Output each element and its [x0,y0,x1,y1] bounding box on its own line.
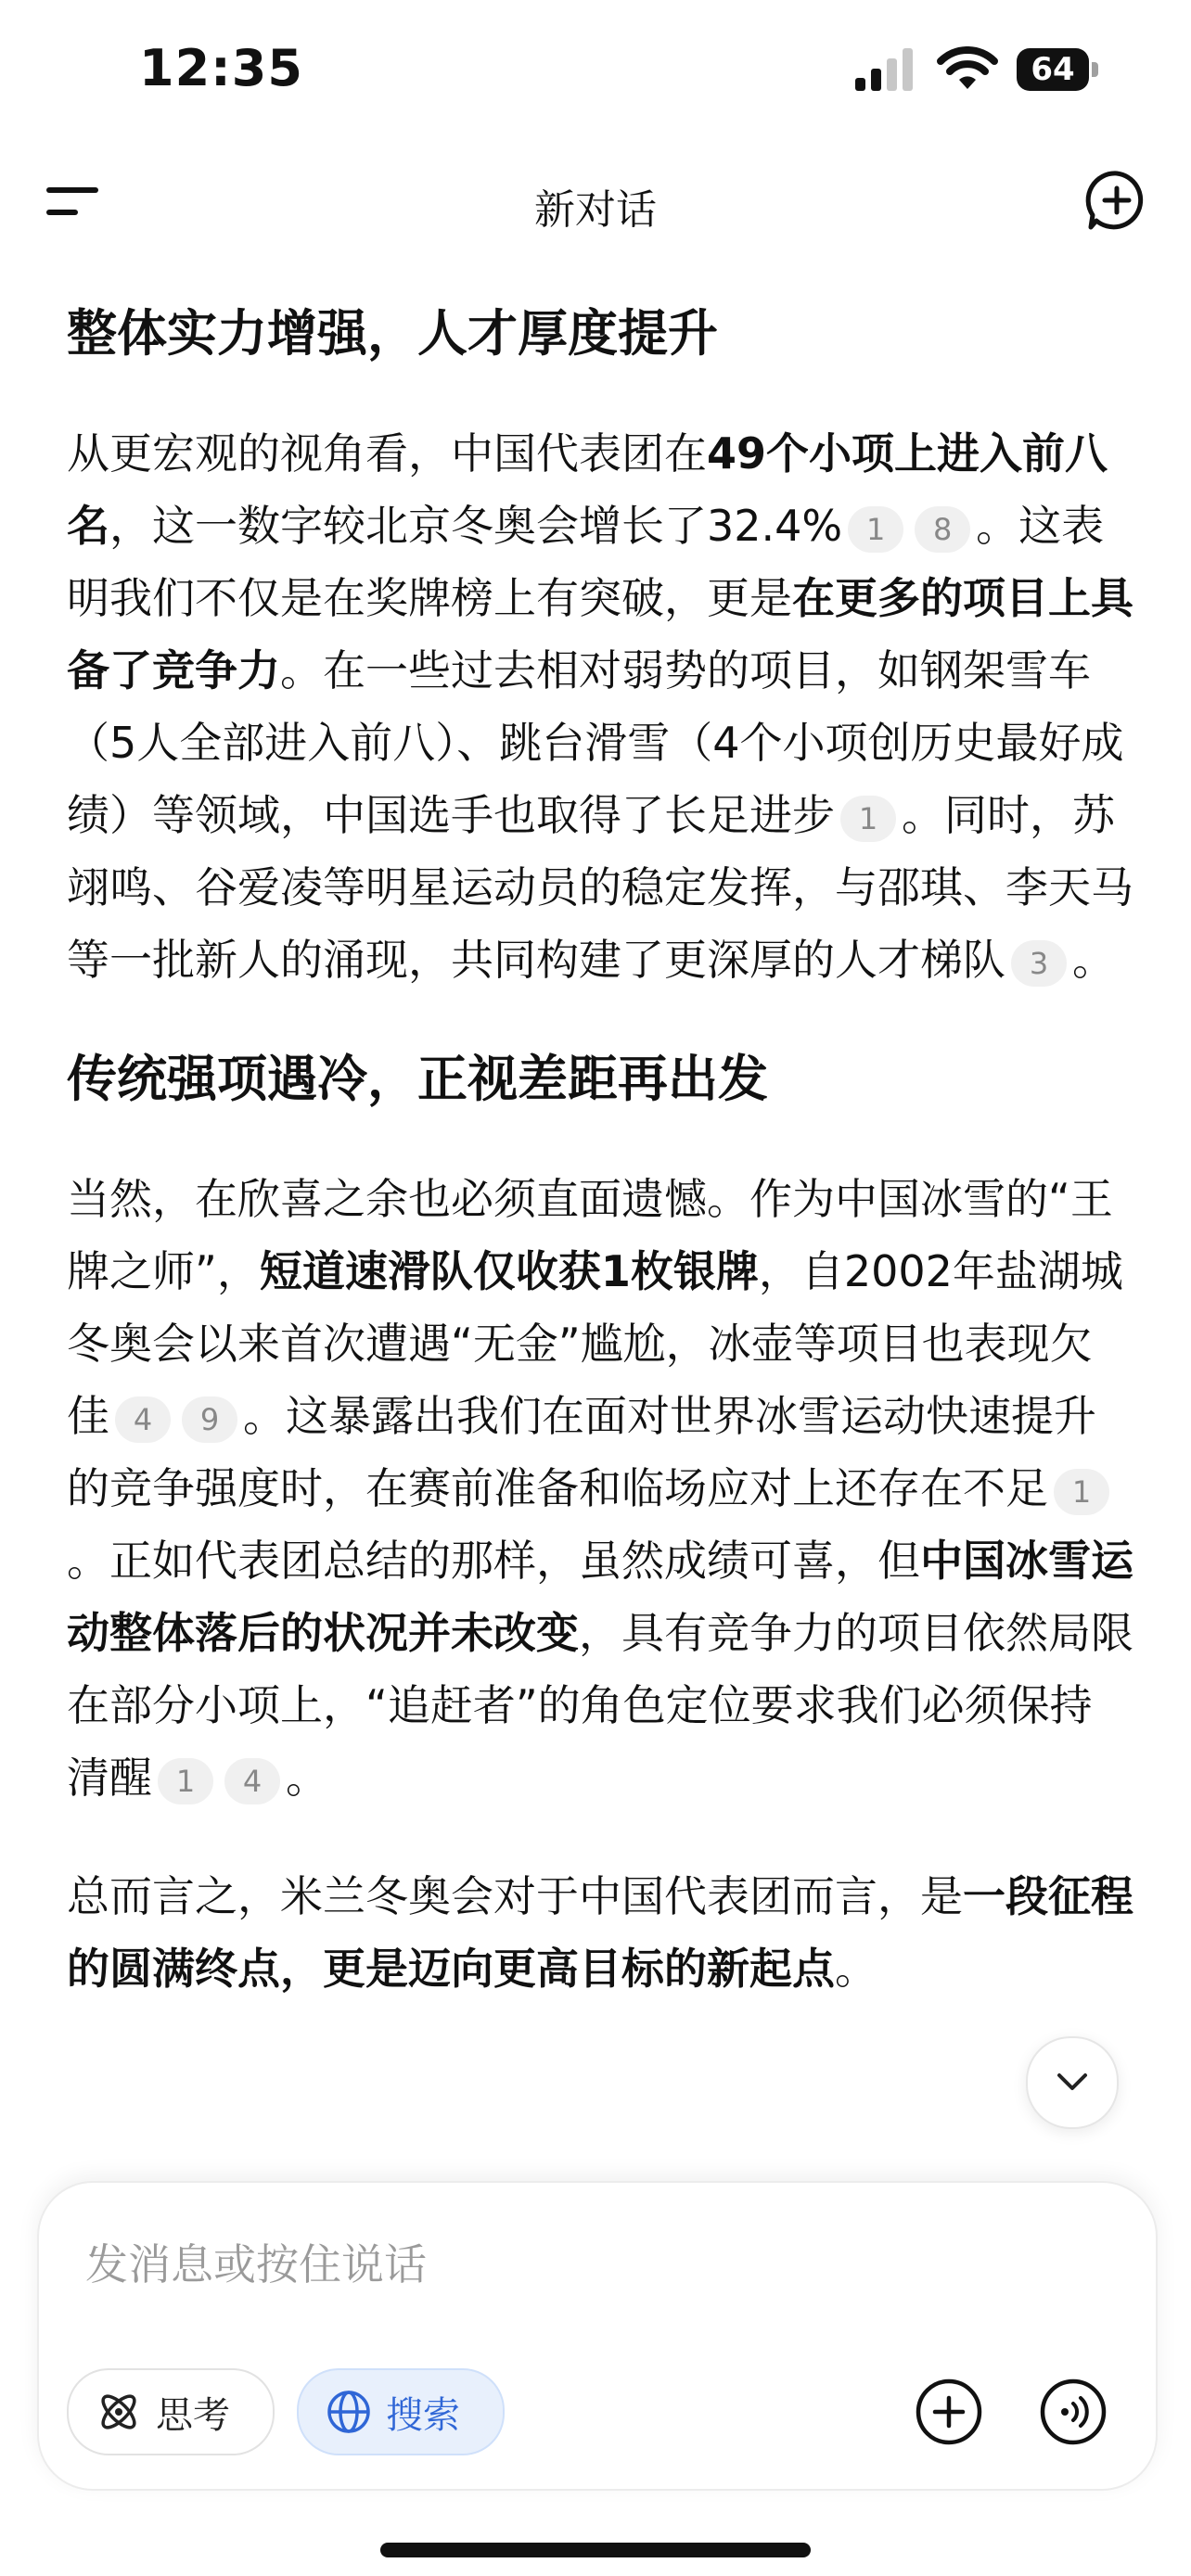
status-time: 12:35 [139,39,303,97]
citation-badge[interactable]: 1 [848,506,903,553]
citation-badge[interactable]: 3 [1011,940,1067,987]
voice-call-icon[interactable] [1039,2378,1108,2446]
plus-icon[interactable] [915,2378,983,2446]
assistant-message [67,269,1133,2179]
paragraph-1: 从更宏观的视角看，中国代表团在49个小项上进入前八名，这一数字较北京冬奥会增长了32.4% 1 8 。这表明我们不仅是在奖牌榜上有突破，更是在更多的项目上具备了竞争力。在一些过去相对弱势的项目，如钢架雪车（5人全部进入前八）、跳台滑雪（4个小项创历史最好成绩）等领域，中国选手也取得了长足进步 1 。同时，苏翊鸣、谷爱凌等明星运动员的稳定发挥，与邵琪、李天马等一批新人的涌现，共同构建了更深厚的人才梯队 3 。 [67,428,1133,985]
globe-icon [325,2388,373,2436]
battery-indicator [1017,48,1100,91]
citation-badge[interactable]: 9 [182,1396,237,1443]
home-indicator [380,2543,811,2557]
nav-bar [0,148,1191,260]
search-toggle-button[interactable] [297,2368,505,2455]
citation-badge[interactable]: 4 [115,1396,171,1443]
page-title: 新对话 [534,186,657,234]
citation-badge[interactable]: 8 [915,506,970,553]
paragraph-2: 当然，在欣喜之余也必须直面遗憾。作为中国冰雪的“王牌之师”，短道速滑队仅收获1枚银牌，自2002年盐湖城冬奥会以来首次遭遇“无金”尴尬，冰壶等项目也表现欠佳 4 9 。这暴露出我们在面对世界冰雪运动快速提升的竞争强度时，在赛前准备和临场应对上还存在不足 1。正如代表团总结的那样，虽然成绩可喜，但中国冰雪运动整体落后的状况并未改变，具有竞争力的项目依然局限在部分小项上，“追赶者”的角色定位要求我们必须保持清醒 1 4 。 [67,1174,1133,1803]
atom-icon [95,2388,143,2436]
battery-level: 64 [1017,48,1089,91]
citation-badge[interactable]: 1 [840,796,896,842]
section-heading-2: 传统强项遇冷，正视差距再出发 [67,1050,768,1108]
message-input[interactable]: 发消息或按住说话 [85,2239,427,2289]
think-toggle-button[interactable] [67,2368,275,2455]
paragraph-3: 总而言之，米兰冬奥会对于中国代表团而言，是一段征程的圆满终点，更是迈向更高目标的新起点。 [67,1871,1133,1994]
message-composer [37,2181,1158,2491]
citation-badge[interactable]: 1 [158,1758,213,1804]
citation-badge[interactable]: 4 [224,1758,280,1804]
section-heading-1: 整体实力增强，人才厚度提升 [67,304,718,363]
chevron-down-icon [1054,2066,1091,2099]
think-label: 思考 [156,2393,230,2437]
citation-badge[interactable]: 1 [1054,1469,1109,1515]
status-bar [0,0,1191,139]
search-label: 搜索 [386,2393,460,2437]
wifi-icon [937,46,998,91]
cellular-signal-icon [855,48,915,91]
new-chat-icon[interactable] [1085,169,1148,232]
scroll-to-bottom-button[interactable] [1026,2036,1119,2129]
